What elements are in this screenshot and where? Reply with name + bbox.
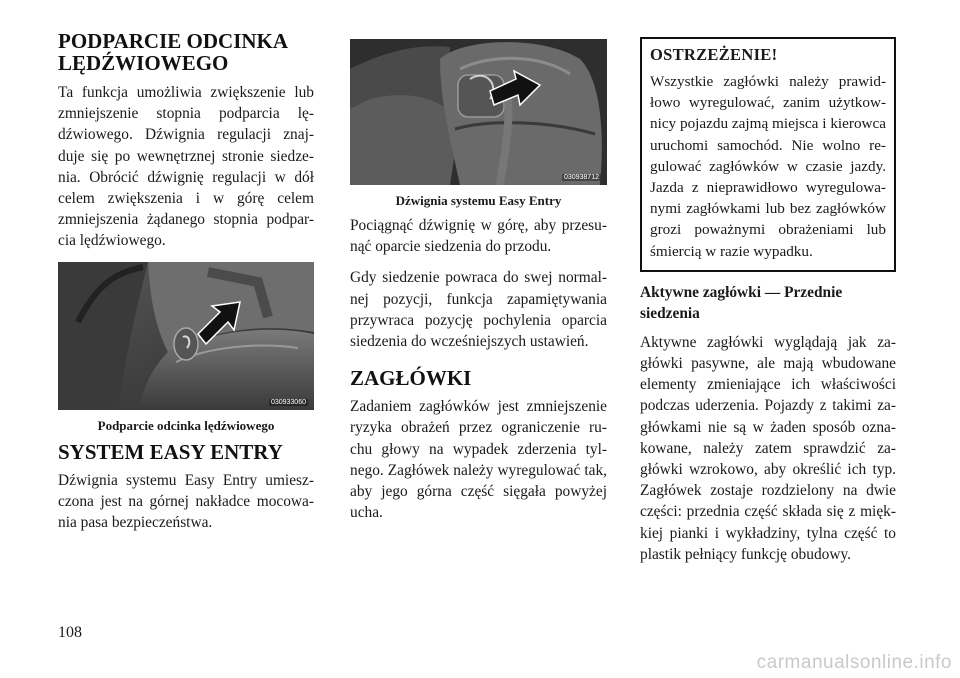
lumbar-title-line1: PODPARCIE ODCINKA xyxy=(58,29,289,53)
warning-box xyxy=(640,37,896,272)
headrests-body: Zadaniem zagłówków jest zmniejszenie ryzyka obrażeń przez ograniczenie ru-chu głowy na wypadek zderzenia tyl-nego. Zagłówek należy wyregulować tak, aby jego górna część sięgała powyżej ucha. xyxy=(350,398,607,522)
easy-entry-figure xyxy=(350,39,607,185)
easy-entry-figure-caption: Dźwignia systemu Easy Entry xyxy=(395,193,562,208)
lumbar-title xyxy=(58,30,314,74)
lumbar-figure-code: 030933060 xyxy=(270,398,306,406)
easy-entry-body-3: Gdy siedzenie powraca do swej normal-nej pozycji, funkcja zapamiętywania przywraca pozycję pochylenia oparcia siedzenia do wcześniejszych ustawień. xyxy=(350,269,607,351)
column-middle xyxy=(350,39,607,533)
easy-entry-body-1: Dźwignia systemu Easy Entry umiesz-czona jest na górnej nakładce mocowa-nia pasa bezpieczeństwa. xyxy=(58,471,314,532)
easy-entry-title: SYSTEM EASY ENTRY xyxy=(58,439,283,464)
column-right xyxy=(640,31,896,575)
page-number: 108 xyxy=(58,624,82,641)
lumbar-title-line2: LĘDŹWIOWEGO xyxy=(58,51,229,75)
lumbar-seat-illustration xyxy=(58,262,314,410)
easy-entry-body-2: Pociągnąć dźwignię w górę, aby przesu-nąć oparcie siedzenia do przodu. xyxy=(350,217,607,256)
column-left xyxy=(58,30,314,543)
warning-title: OSTRZEŻENIE! xyxy=(650,45,778,64)
lumbar-body: Ta funkcja umożliwia zwiększenie lub zmniejszenie stopnia podparcia lę-dźwiowego. Dźwignia regulacji znaj-duje się po wewnętrznej stronie siedze-nia. Obrócić dźwignię regulacji w dół celem zwiększenia i w górę celem zmniejszenia żądanego stopnia podpar-cia lędźwiowego. xyxy=(58,84,314,250)
active-headrests-title: Aktywne zagłówki — Przednie siedzenia xyxy=(640,283,843,322)
easy-entry-figure-code: 030938712 xyxy=(563,174,599,181)
warning-body: Wszystkie zagłówki należy prawid-łowo wyregulować, zanim użytkow-nicy pojazdu zajmą miejsca i kierowca uruchomi samochód. Nie wolno re-gulować zagłówków w czasie jazdy. Jazda z nieprawidłowo wyregulowa-nymi zagłówkami lub bez zagłówków grozi poważnymi obrażeniami lub śmiercią w razie wypadku. xyxy=(650,73,886,260)
lumbar-figure-caption: Podparcie odcinka lędźwiowego xyxy=(97,417,275,433)
active-headrests-body: Aktywne zagłówki wyglądają jak za-główki pasywne, ale mają wbudowane elementy zmieniające ich właściwości podczas uderzenia. Pojazdy z takimi za-główkami nie są w żaden sposób ozna-kowane, należy zatem sprawdzić za-główki wzrokowo, aby określić ich typ. Zagłówek zostaje rozdzielony na dwie części: przednia część składa się z mięk-kiej pianki i wykładziny, tylna część to plastik pełniący funkcję obudowy. xyxy=(640,333,896,563)
headrests-title: ZAGŁÓWKI xyxy=(350,366,472,391)
lumbar-figure xyxy=(58,262,314,410)
easy-entry-seat-illustration xyxy=(350,39,607,185)
watermark: carmanualsonline.info xyxy=(756,652,952,673)
